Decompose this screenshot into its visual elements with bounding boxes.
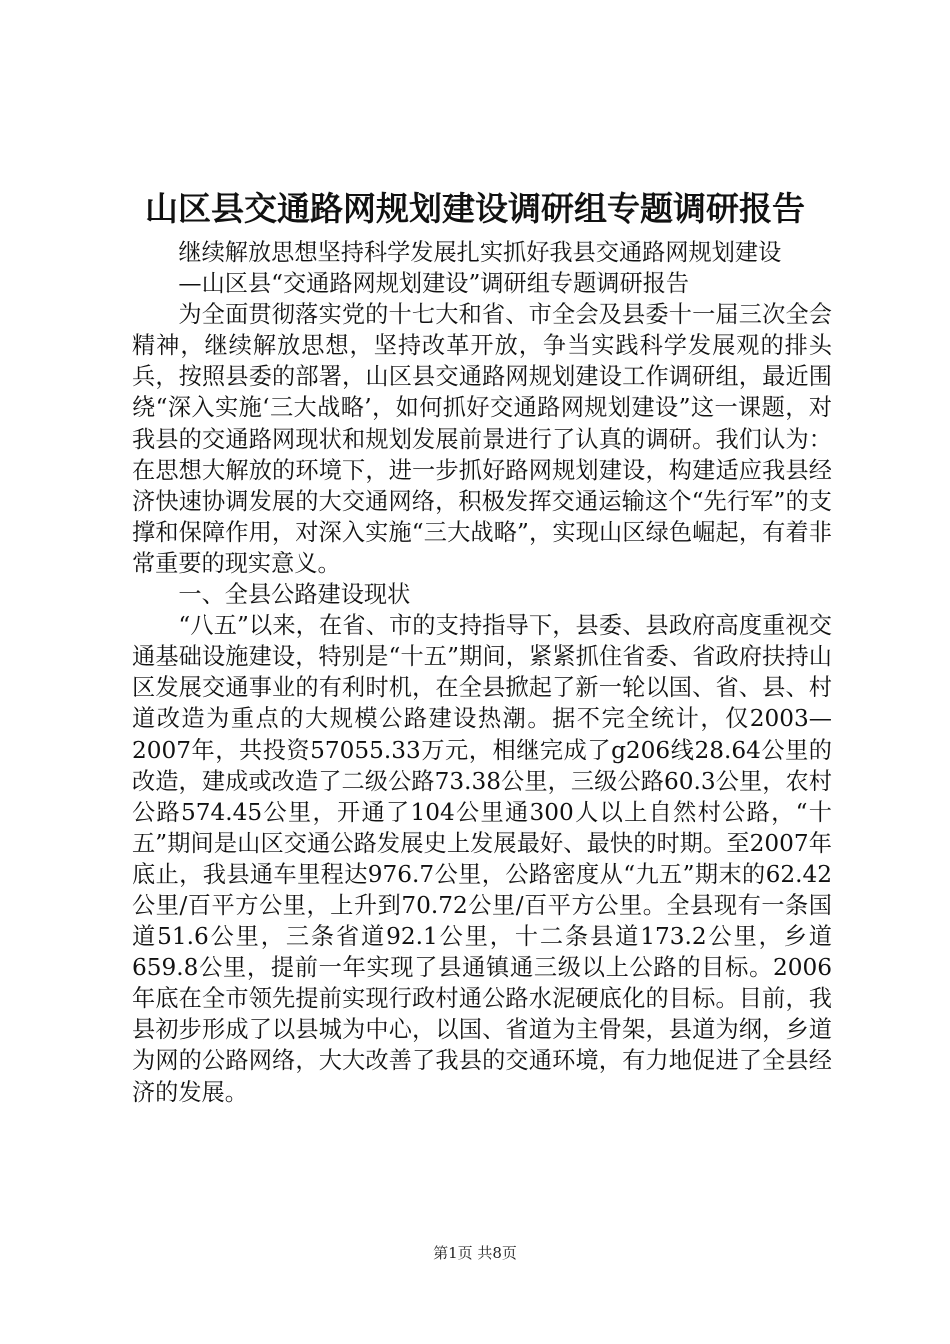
byline-paragraph: —山区县“交通路网规划建设”调研组专题调研报告 bbox=[178, 270, 690, 298]
document-title: 山区县交通路网规划建设调研组专题调研报告 bbox=[145, 189, 805, 228]
intro-paragraph: 为全面贯彻落实党的十七大和省、市全会及县委十一届三次全会精神，继续解放思想，坚持改革开放，争当实践科学发展观的排头兵，按照县委的部署，山区县交通路网规划建设工作调研组，最近围绕“深入实施‘三大战略’，如何抓好交通路网规划建设”这一课题，对我县的交通路网现状和规划发展前景进行了认真的调研。我们认为：在思想大解放的环境下，进一步抓好路网规划建设，构建适应我县经济快速协调发展的大交通网络，积极发挥交通运输这个“先行军”的支撑和保障作用，对深入实施“三大战略”，实现山区绿色崛起，有着非常重要的现实意义。 bbox=[132, 301, 832, 577]
page-footer: 第1页 共8页 bbox=[433, 1244, 517, 1262]
document-body bbox=[132, 237, 832, 1108]
status-paragraph: “八五”以来，在省、市的支持指导下，县委、县政府高度重视交通基础设施建设，特别是“十五”期间，紧紧抓住省委、省政府扶持山区发展交通事业的有利时机，在全县掀起了新一轮以国、省、县、村道改造为重点的大规模公路建设热潮。据不完全统计，仅2003—2007年，共投资57055.33万元，相继完成了g206线28.64公里的改造，建成或改造了二级公路73.38公里，三级公路60.3公里，农村公路574.45公里，开通了104公里通300人以上自然村公路，“十五”期间是山区交通公路发展史上发展最好、最快的时期。至2007年底止，我县通车里程达976.7公里，公路密度从“九五”期末的62.42公里/百平方公里，上升到70.72公里/百平方公里。全县现有一条国道51.6公里，三条省道92.1公里，十二条县道173.2公里，乡道659.8公里，提前一年实现了县通镇通三级以上公路的目标。2006年底在全市领先提前实现行政村通公路水泥硬底化的目标。目前，我县初步形成了以县城为中心，以国、省道为主骨架，县道为纲，乡道为网的公路网络，大大改善了我县的交通环境，有力地促进了全县经济的发展。 bbox=[132, 612, 832, 1106]
section-heading: 一、全县公路建设现状 bbox=[178, 581, 411, 609]
subtitle-paragraph: 继续解放思想坚持科学发展扎实抓好我县交通路网规划建设 bbox=[178, 239, 782, 266]
